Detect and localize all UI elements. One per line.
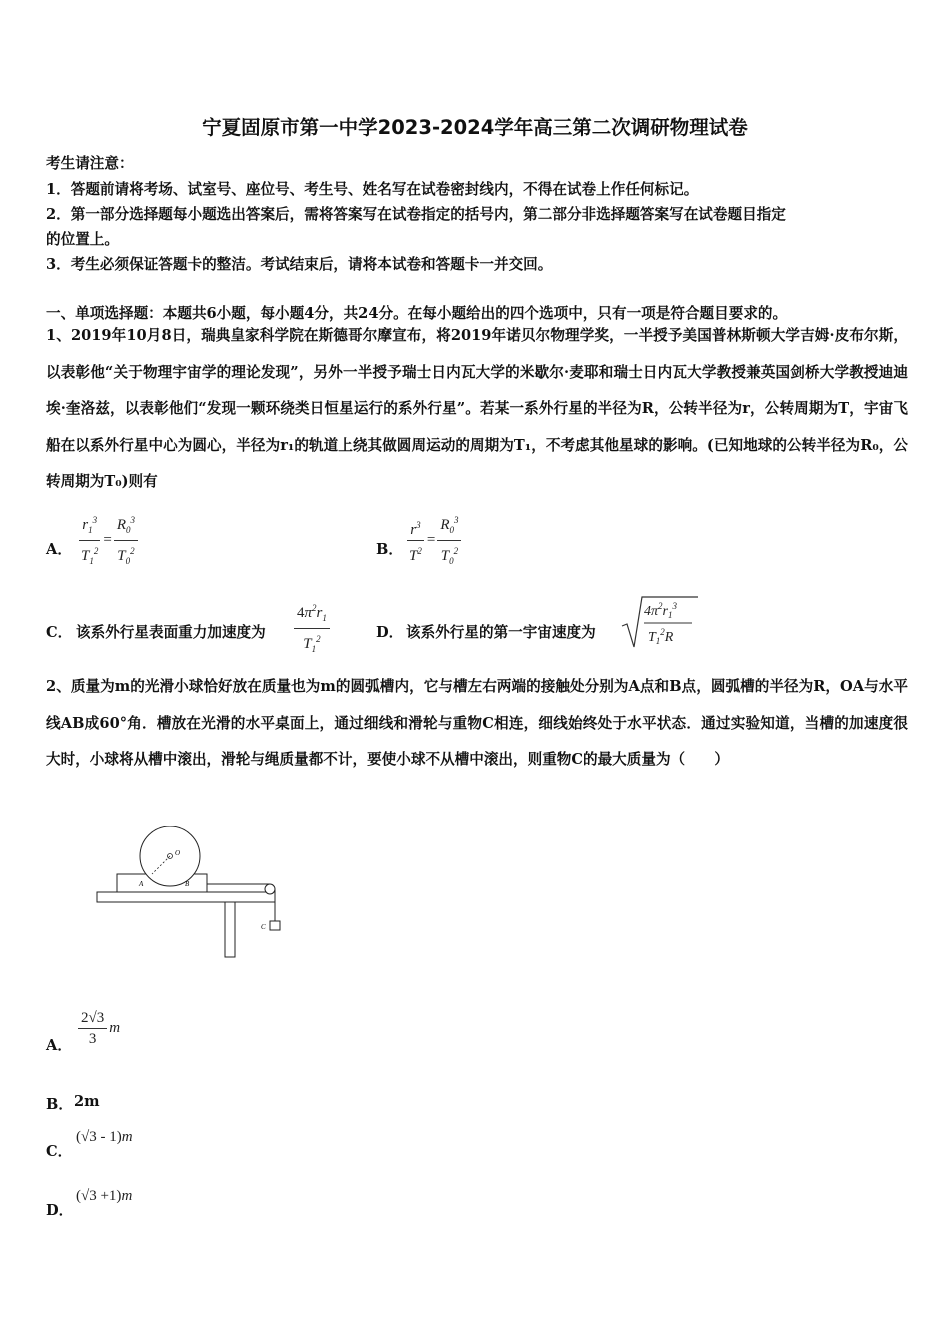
- notice-item-2: 2．第一部分选择题每小题选出答案后，需将答案写在试卷指定的括号内，第二部分非选择题答案写在试卷题目指定: [46, 206, 786, 223]
- q1-option-d-label: D．: [376, 624, 404, 641]
- q1-option-d-text: 该系外行星的第一宇宙速度为: [406, 624, 596, 641]
- notice-heading: 考生请注意：: [46, 155, 134, 172]
- notice-item-1: 1．答题前请将考场、试室号、座位号、考生号、姓名写在试卷密封线内，不得在试卷上作任何标记。: [46, 181, 699, 198]
- q2-option-d-label: D．: [46, 1202, 74, 1219]
- q2-option-c-label: C．: [46, 1143, 73, 1160]
- weight-c: [270, 921, 280, 930]
- q1-option-a-label: A．: [46, 541, 72, 558]
- apparatus-diagram: [92, 826, 292, 965]
- notice-item-2-cont: 的位置上。: [46, 231, 119, 248]
- q2-option-d-formula: (√3 +1)m: [76, 1188, 133, 1204]
- question-2-text: 2、质量为m的光滑小球恰好放在质量也为m的圆弧槽内，它与槽左右两端的接触处分别为A点和B点，圆弧槽的半径为R，OA与水平线AB成60°角．槽放在光滑的水平桌面上，通过细线和滑轮与重物C相连，细线始终处于水平状态．通过实验知道，当槽的加速度很大时，小球将从槽中滚出，滑轮与绳质量都不计，要使小球不从槽中滚出，则重物C的最大质量为（ ）: [46, 678, 908, 768]
- label-a: A: [139, 880, 144, 888]
- label-b: B: [185, 880, 190, 888]
- question-1-text: 1、2019年10月8日，瑞典皇家科学院在斯德哥尔摩宣布，将2019年诺贝尔物理学奖，一半授予美国普林斯顿大学吉姆·皮布尔斯，以表彰他“关于物理宇宙学的理论发现”，另外一半授予瑞士日内瓦大学的米歇尔·麦耶和瑞士日内瓦大学教授兼英国剑桥大学教授迪迪埃·奎洛兹，以表彰他们“发现一颗环绕类日恒星运行的系外行星”。若某一系外行星的半径为R，公转半径为r，公转周期为T，宇宙飞船在以系外行星中心为圆心，半径为r₁的轨道上绕其做圆周运动的周期为T₁，不考虑其他星球的影响。(已知地球的公转半径为R₀，公转周期为T₀)则有: [46, 327, 908, 490]
- q1-option-d-formula: [620, 594, 700, 655]
- q1-option-b-label: B．: [376, 541, 403, 558]
- svg-text:4π2r13: $4\pi^2r_1^3$: [644, 601, 677, 620]
- q2-option-b-label: B．: [46, 1096, 73, 1113]
- sqrt-icon: [620, 594, 700, 650]
- pulley: [265, 884, 275, 894]
- q1-option-b-formula: $\frac{r^3}{T^2}$ = $\frac{R_0^3}{T_0^2}$: [404, 512, 463, 569]
- q2-option-a-formula: $\frac{2√3}{3}$ m: [76, 1010, 120, 1047]
- q1-option-c-label: C．: [46, 624, 73, 641]
- table-leg: [225, 902, 235, 957]
- svg-text:T12R: $T_1^2R$: [648, 627, 674, 646]
- label-c: C: [261, 923, 266, 931]
- exam-title: 宁夏固原市第一中学2023-2024学年高三第二次调研物理试卷: [202, 116, 748, 139]
- label-o: O: [175, 849, 181, 857]
- q1-option-c-formula: $\frac{4\pi^2r_1}{T_1^2}$: [292, 600, 332, 657]
- q1-option-a-formula: $\frac{r_1^3}{T_1^2}$ = $\frac{R_0^3}{T_0^2}$: [76, 512, 140, 569]
- q2-option-c-formula: (√3 - 1)m: [76, 1129, 133, 1145]
- q2-option-b-text: 2m: [74, 1093, 100, 1110]
- notice-item-3: 3．考生必须保证答题卡的整洁。考试结束后，请将本试卷和答题卡一并交回。: [46, 256, 553, 273]
- table-top: [97, 892, 275, 902]
- q1-option-c-text: 该系外行星表面重力加速度为: [76, 624, 266, 641]
- section-heading: 一、单项选择题：本题共6小题，每小题4分，共24分。在每小题给出的四个选项中，只有一项是符合题目要求的。: [46, 305, 788, 322]
- q2-option-a-label: A．: [46, 1037, 72, 1054]
